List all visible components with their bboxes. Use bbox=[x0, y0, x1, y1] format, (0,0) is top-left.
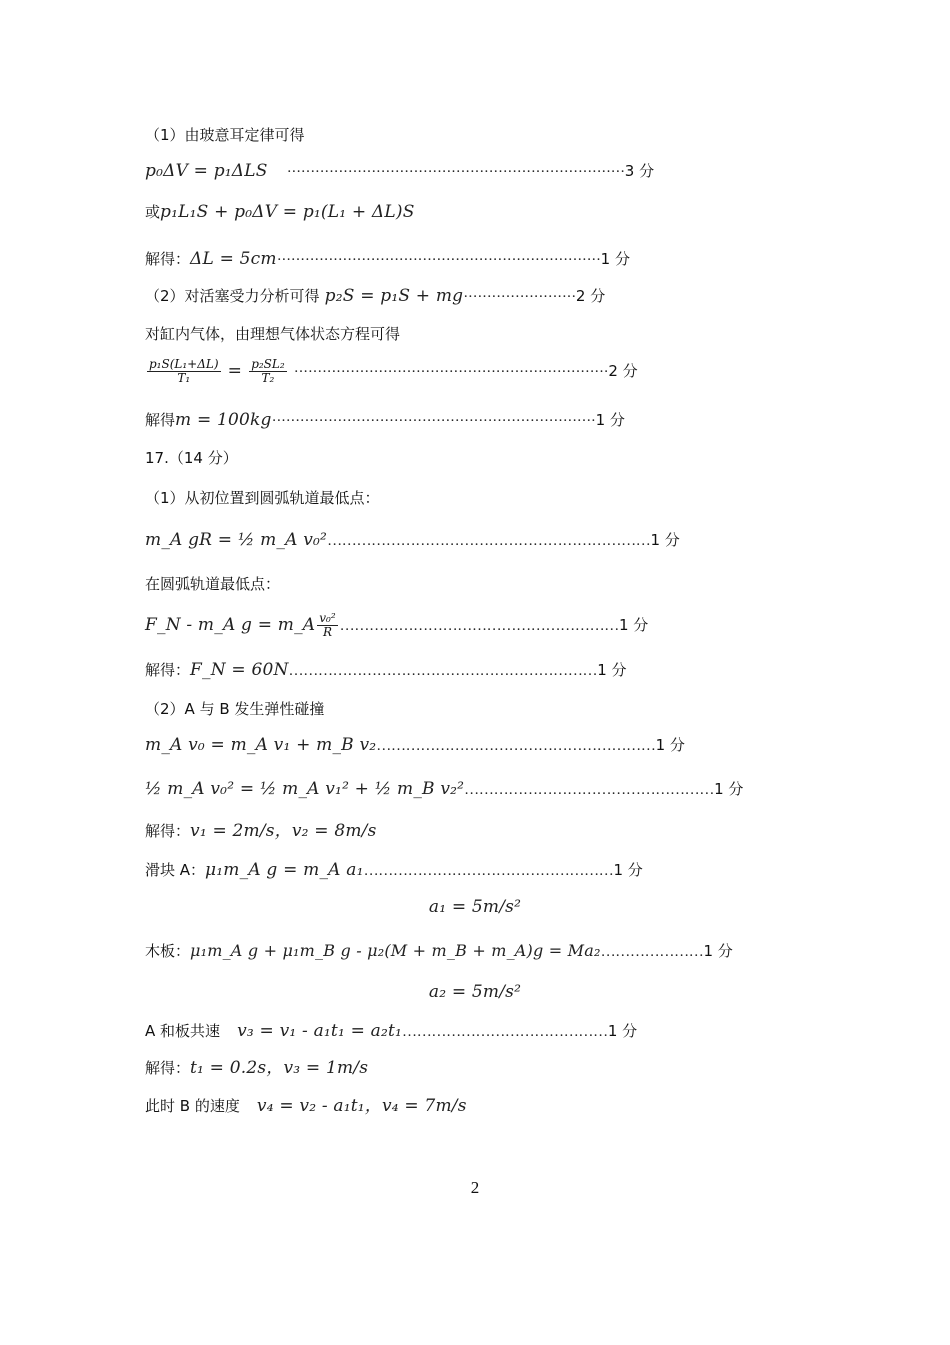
q17-sol1-label: 解得： bbox=[145, 661, 191, 679]
fraction-numerator: p₁S(L₁+ΔL) bbox=[149, 357, 219, 371]
q17-vb-eq: v₄ = v₂ - a₁t₁，v₄ = 7m/s bbox=[256, 1096, 467, 1116]
leader-dots: ························ bbox=[463, 289, 576, 305]
score-points: 1 分 bbox=[597, 661, 627, 679]
fraction-denominator: R bbox=[322, 625, 332, 639]
q17-a1: a₁ = 5m/s² bbox=[428, 897, 522, 917]
q17-eq4: ½ m_A v₀² = ½ m_A v₁² + ½ m_B v₂² bbox=[145, 779, 465, 799]
q17-a1-row bbox=[0, 896, 950, 918]
score-points: 3 分 bbox=[624, 162, 655, 180]
score-points: 2 分 bbox=[575, 287, 606, 305]
leader-dots: ……………………………………………………… bbox=[288, 663, 598, 679]
q17-eq3-row bbox=[145, 734, 685, 757]
q16-frac-row bbox=[145, 357, 638, 386]
q17-vb-label: 此时 B 的速度 bbox=[145, 1097, 240, 1115]
leader-dots: ………………………………………………… bbox=[339, 618, 619, 634]
q17-sol3: t₁ = 0.2s，v₃ = 1m/s bbox=[190, 1058, 369, 1078]
q17-sol3-label: 解得： bbox=[145, 1059, 191, 1077]
score-points: 1 分 bbox=[595, 411, 625, 429]
q17-eq2-left: F_N - m_A g = m_A bbox=[145, 615, 316, 635]
page-number: 2 bbox=[470, 1178, 480, 1197]
q17-board-row bbox=[145, 940, 733, 963]
q16-eq1-row bbox=[145, 160, 654, 183]
score-points: 1 分 bbox=[703, 942, 733, 960]
q16-sol2-label: 解得 bbox=[145, 411, 176, 429]
q16-eq1: p₀ΔV = p₁ΔLS bbox=[145, 161, 268, 181]
score-points: 1 分 bbox=[600, 250, 630, 268]
leader-dots: ····································································· bbox=[276, 252, 601, 268]
leader-dots: ………………………………………………… bbox=[376, 738, 656, 754]
q16-sol1: ΔL = 5cm bbox=[190, 249, 277, 269]
equals-sign: = bbox=[227, 361, 243, 381]
q16-sol1-label: 解得： bbox=[145, 250, 191, 268]
q16-eq2: p₁L₁S + p₀ΔV = p₁(L₁ + ΔL)S bbox=[160, 202, 415, 222]
q16-sol2-row bbox=[145, 409, 625, 432]
q17-sol1-row bbox=[145, 659, 627, 682]
q17-eq1: m_A gR = ½ m_A v₀² bbox=[145, 530, 328, 550]
q17-slideA-row bbox=[145, 859, 643, 882]
q17-part1-label: （1）从初位置到圆弧轨道最低点： bbox=[145, 489, 380, 507]
q17-heading: 17.（14 分） bbox=[145, 449, 238, 467]
q16-part2-label: （2）对活塞受力分析可得 bbox=[145, 287, 320, 305]
q17-slideA-label: 滑块 A： bbox=[145, 861, 206, 879]
q17-sol1: F_N = 60N bbox=[190, 660, 289, 680]
fraction-denominator: T₂ bbox=[261, 371, 275, 385]
leader-dots: ····································································· bbox=[271, 413, 596, 429]
q17-common-eq: v₃ = v₁ - a₁t₁ = a₂t₁ bbox=[237, 1021, 403, 1041]
leader-dots: ········································································ bbox=[286, 164, 625, 180]
fraction-numerator: v₀² bbox=[319, 611, 336, 625]
score-points: 1 分 bbox=[607, 1022, 638, 1040]
q17-a2-row bbox=[0, 981, 950, 1003]
leader-dots: ··································································· bbox=[293, 364, 609, 380]
score-points: 1 分 bbox=[655, 736, 685, 754]
fraction-denominator: T₁ bbox=[177, 371, 191, 385]
leader-dots: …………………………………………… bbox=[464, 782, 715, 798]
leader-dots: ………………………………………………………… bbox=[327, 533, 651, 549]
q17-eq3: m_A v₀ = m_A v₁ + m_B v₂ bbox=[145, 735, 377, 755]
q17-common-label: A 和板共速 bbox=[145, 1022, 221, 1040]
score-points: 1 分 bbox=[650, 531, 680, 549]
q16-eq2-row bbox=[145, 201, 415, 223]
leader-dots: ………………… bbox=[600, 944, 704, 960]
q17-vb-row bbox=[145, 1095, 467, 1117]
q17-slideA-eq: μ₁m_A g = m_A a₁ bbox=[205, 860, 364, 880]
q16-sol1-row bbox=[145, 248, 630, 271]
q17-eq2-row bbox=[145, 610, 648, 641]
q16-eq3: p₂S = p₁S + mg bbox=[324, 286, 464, 306]
score-points: 1 分 bbox=[714, 780, 744, 798]
fraction-numerator: p₂SL₂ bbox=[251, 357, 285, 371]
q17-board-label: 木板： bbox=[145, 942, 191, 960]
q17-sol2-row bbox=[145, 820, 377, 842]
q16-eq2-prefix: 或 bbox=[145, 203, 161, 221]
q16-part1-label: （1）由玻意耳定律可得 bbox=[145, 126, 305, 144]
q17-part2-label: （2）A 与 B 发生弹性碰撞 bbox=[145, 700, 325, 718]
fraction-left bbox=[147, 358, 221, 385]
leader-dots: …………………………………… bbox=[402, 1024, 608, 1040]
q17-eq4-row bbox=[145, 778, 743, 801]
q16-gas-label: 对缸内气体，由理想气体状态方程可得 bbox=[145, 325, 401, 343]
q17-eq1-row bbox=[145, 529, 680, 552]
score-points: 1 分 bbox=[618, 616, 649, 634]
q17-lowest-label: 在圆弧轨道最低点： bbox=[145, 575, 281, 593]
score-points: 2 分 bbox=[608, 362, 638, 380]
fraction-right bbox=[249, 358, 287, 385]
q17-board-eq: μ₁m_A g + μ₁m_B g - μ₂(M + m_B + m_A)g = Ma₂ bbox=[190, 941, 601, 960]
q17-common-row bbox=[145, 1020, 637, 1043]
q17-sol2: v₁ = 2m/s，v₂ = 8m/s bbox=[190, 821, 377, 841]
score-points: 1 分 bbox=[613, 861, 643, 879]
q17-sol2-label: 解得： bbox=[145, 822, 191, 840]
q16-part2-row bbox=[145, 285, 605, 308]
leader-dots: …………………………………………… bbox=[363, 863, 614, 879]
q17-sol3-row bbox=[145, 1057, 368, 1079]
q17-a2: a₂ = 5m/s² bbox=[428, 982, 522, 1002]
q16-sol2: m = 100kg bbox=[175, 410, 272, 430]
fraction-v0sq-over-r bbox=[317, 612, 337, 639]
